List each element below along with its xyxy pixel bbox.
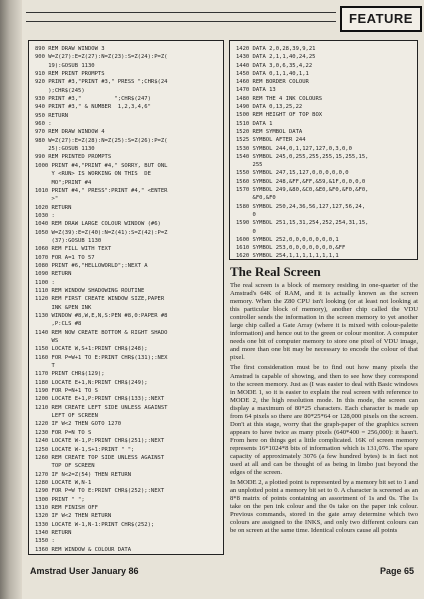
code-line: 25):GOSUB 1130 <box>35 146 95 153</box>
code-line: 1300 PRINT " "; <box>35 496 85 503</box>
code-line: (37):GOSUB 1130 <box>35 237 102 244</box>
code-line: 1330 LOCATE W-1,N-1:PRINT CHR$(252); <box>35 521 155 528</box>
code-line: 1060 REM FILL WITH TEXT <box>35 246 112 253</box>
code-line: 970 REM DRAW WINDOW 4 <box>35 129 105 136</box>
code-line: 1510 DATA 1 <box>236 120 273 127</box>
code-line: 1080 PRINT #6,"HELLOWORLD";:NEXT A <box>35 262 148 269</box>
header-rule <box>26 12 336 22</box>
code-line: 1490 DATA 0,13,25,22 <box>236 104 303 111</box>
code-line: 1550 SYMBOL 247,15,127,0,0,0,0,0,0 <box>236 170 349 177</box>
code-line: 1180 LOCATE E+1,N:PRINT CHR$(249); <box>35 379 148 386</box>
code-line: 960 : <box>35 121 52 128</box>
code-line: 1070 FOR A=1 TO 57 <box>35 254 95 261</box>
code-line: 1580 SYMBOL 250,24,36,56,127,127,56,24, <box>236 203 366 210</box>
code-line: 930 PRINT #3," ";CHR$(247) <box>35 96 151 103</box>
code-line: 1250 LOCATE W-1,S+1:PRINT " "; <box>35 446 135 453</box>
code-line: 0 <box>236 228 256 235</box>
code-line: LEFT OF SCREEN <box>35 413 98 420</box>
code-line: 980 W=Z(27):E=Z(28):N=Z(25):S=Z(26):P=Z( <box>35 137 168 144</box>
code-line: 1420 DATA 2,0,28,39,9,21 <box>236 46 316 52</box>
code-line: 1540 SYMBOL 245,0,255,255,255,15,255,15, <box>236 153 369 160</box>
code-line: 1150 LOCATE W,S+1:PRINT CHR$(248); <box>35 346 148 353</box>
code-line: 1525 SYMBOL AFTER 244 <box>236 137 306 144</box>
article-heading: The Real Screen <box>230 264 321 279</box>
code-line: 1090 RETURN <box>35 271 72 278</box>
code-line: 1480 REM THE 4 INK COLOURS <box>236 95 323 102</box>
footer-publication: Amstrad User January 86 <box>30 566 139 576</box>
code-line: 910 REM PRINT PROMPTS <box>35 71 105 78</box>
code-line: 950 RETURN <box>35 112 69 119</box>
article-paragraph-1: The real screen is a block of memory residing in one-quarter of the Amstrad's 64K of RAM, and it is actually known as the screen memory. When the Z80 CPU isn't looking (or at least not looking at this particular block of memory), another chip called the VDU controller sends the information in the screen memory to yet another large chip called a Gate Array (where it is mixed with colour-palette information) and hence out to the green or colour monitor. A computer needs one bit of computer memory to store one pixel of VDU image, and more than one bit may be necessary to encode the colour of that pixel. <box>230 282 418 362</box>
code-line: TOP OF SCREEN <box>35 463 95 470</box>
code-line: 1160 FOR P=W+1 TO E:PRINT CHR$(131);:NEX <box>35 354 168 361</box>
article-paragraph-3: In MODE 2, a plotted point is represented by a memory bit set to 1 and an unplotted point a memory bit set to 0. A character is screened as an 8*8 matrix of points containing an assortment of 1s and 0s. The 1s take on the pen ink colour and the 0s take on the paper ink colour. Previous commands, stored in the gate array determine which two colours are assigned to the INKS, and only two different colours can be on screen at the same time. Identical colours cause all points <box>230 479 418 535</box>
code-line: 1170 PRINT CHR$(129); <box>35 371 105 378</box>
code-line: 1500 REM HEIGHT OF TOP BOX <box>236 112 323 119</box>
code-line: &F0,&F0 <box>236 195 276 202</box>
code-line: 1530 SYMBOL 244,0,1,127,127,0,3,0,0 <box>236 145 352 152</box>
code-line: 1600 SYMBOL 252,0,0,0,0,0,0,0,1 <box>236 236 339 243</box>
code-line <box>35 554 219 555</box>
code-line: 19):GOSUB 1130 <box>35 62 95 69</box>
code-line: MO";PRINT #4 <box>35 179 92 186</box>
code-line: );CHR$(245) <box>35 87 85 94</box>
page-binding-shadow <box>0 0 22 599</box>
code-line: 1440 DATA 3,0,6,35,4,22 <box>236 62 313 69</box>
code-line: ,P:CLS #8 <box>35 321 82 328</box>
code-line: 1120 REM FIRST CREATE WINDOW SIZE,PAPER <box>35 296 165 303</box>
code-line: 255 <box>236 162 263 169</box>
code-line: 1040 REM DRAW LARGE COLOUR WINDOW (#6) <box>35 221 161 228</box>
code-line: 1450 DATA 0,1,1,40,1,1 <box>236 70 309 77</box>
code-line: 1020 RETURN <box>35 204 72 211</box>
code-listing-right <box>229 40 418 260</box>
code-line: 1430 DATA 2,1,1,40,24,25 <box>236 54 316 61</box>
code-line: 940 PRINT #3," & NUMBER 1,2,3,4,6" <box>35 104 151 111</box>
code-line: 1460 REM BORDER COLOUR <box>236 79 309 86</box>
code-line: INK &PEN INK <box>35 304 92 311</box>
code-line: 1010 PRINT #4," PRESS":PRINT #4," <ENTER <box>35 187 168 194</box>
code-line: 1110 REM WINDOW SHADOWING ROUTINE <box>35 287 145 294</box>
code-line: 1270 IF N<2=Z(54) THEN RETURN <box>35 471 132 478</box>
code-line: 1560 SYMBOL 248,&FF,&FF,&59,&1F,0,0,0,0 <box>236 178 366 185</box>
code-line: 1570 SYMBOL 249,&80,&C0,&E0,&F0,&F0,&F0, <box>236 187 369 194</box>
code-line: 1240 LOCATE W-1,P:PRINT CHR$(251);:NEXT <box>35 438 165 445</box>
code-line: >" <box>35 196 59 203</box>
code-line: 1230 FOR P=N TO S <box>35 429 92 436</box>
code-listing-left <box>28 40 224 555</box>
article-paragraph-2: The first consideration must be to find out how many pixels the Amstrad is capable of showing, and then to see how they correspond to the screen memory. Just as (I was easier to deal with Basic windows in MODE 1, so it is easier to explain the real screen with reference to MODE 2, the high resolution mode. In this mode, the screen can display a maximum of 80*25 characters. Each character is made up from 64 pixels so there are 80*25*64 or 128,000 pixels on the screen. Don't at this stage, worry that the graph-paper of the graphics screen appears to have twice as many pixels (640*400 = 256,000): it hasn't. From here on things get a little complicated. 16K of screen memory represents 16*1024*8 bits of information which is 131,076. The spare capacity of approximately 3076 (a few hundred bytes) is in fact not used at all and can be thought of as being in limbo just beyond the edges of the screen. <box>230 364 418 477</box>
code-line: 1100 : <box>35 279 55 286</box>
code-line: 920 PRINT #3,"PRINT #3," PRESS ";CHR$(24 <box>35 79 168 86</box>
code-line: 1290 FOR P=W TO E:PRINT CHR$(252);:NEXT <box>35 488 165 495</box>
code-line: 990 REM PRINTED PROMPTS <box>35 154 112 161</box>
code-line: T <box>35 363 55 370</box>
code-line: 1210 REM CREATE LEFT SIDE UNLESS AGAINST <box>35 404 168 411</box>
code-line: 1000 PRINT #4,"PRINT #4," SORRY, BUT ONL <box>35 162 168 169</box>
code-line: 1340 RETURN <box>35 529 72 536</box>
code-line: 0 <box>236 211 256 218</box>
code-line: 1050 W=Z(39):E=Z(40):N=Z(41):S=Z(42):P=Z <box>35 229 168 236</box>
code-line: 1310 REM FINISH OFF <box>35 504 98 511</box>
code-line: 1470 DATA 13 <box>236 87 276 94</box>
code-line: 1200 LOCATE E+1,P:PRINT CHR$(133);:NEXT <box>35 396 165 403</box>
code-line: 890 REM DRAW WINDOW 3 <box>35 46 105 52</box>
code-line: 1130 WINDOW #8,W,E,N,S:PEN #8,0:PAPER #8 <box>35 313 168 319</box>
code-line: 1350 : <box>35 538 55 545</box>
code-line: 1220 IF W<2 THEN GOTO 1270 <box>35 421 122 428</box>
code-line: 1320 IF W<2 THEN RETURN <box>35 513 112 520</box>
code-line: 1140 REM NOW CREATE BOTTOM & RIGHT SHADO <box>35 329 168 336</box>
code-line: 1280 LOCATE W,N-1 <box>35 479 92 486</box>
code-line: 1360 REM WINDOW & COLOUR DATA <box>35 546 132 553</box>
footer-page-number: Page 65 <box>379 566 414 576</box>
article-body <box>230 282 418 554</box>
code-line: 900 W=Z(27):E=Z(27):N=Z(23):S=Z(24):P=Z( <box>35 54 168 61</box>
code-line: 1190 FOR P=N+1 TO S <box>35 388 98 395</box>
code-line: WS <box>35 338 59 345</box>
code-line: 1590 SYMBOL 251,15,31,254,252,254,31,15, <box>236 220 369 227</box>
code-line: Y <RUN> IS WORKING ON THIS DE <box>35 171 151 178</box>
code-line: 1030 : <box>35 212 55 219</box>
code-line: 1260 REM CREATE TOP SIDE UNLESS AGAINST <box>35 454 165 461</box>
code-line: 1520 REM SYMBOL DATA <box>236 128 303 135</box>
code-line: 1620 SYMBOL 254,1,1,1,1,1,1,1,1 <box>236 253 339 260</box>
section-label: FEATURE <box>340 6 422 32</box>
code-line: 1610 SYMBOL 253,0,0,0,0,0,0,0,&FF <box>236 245 346 252</box>
